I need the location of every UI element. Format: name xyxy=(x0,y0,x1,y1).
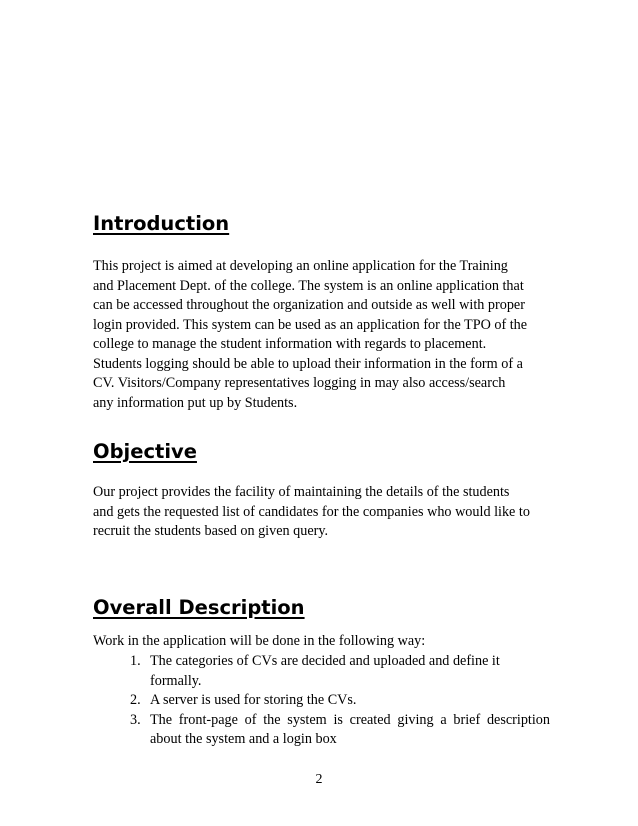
list-item xyxy=(130,652,550,691)
paragraph-line: can be accessed throughout the organization and outside as well with proper xyxy=(93,297,525,313)
paragraph-line: Our project provides the facility of maintaining the details of the students xyxy=(93,484,510,500)
introduction-paragraph xyxy=(93,257,553,413)
paragraph-line: recruit the students based on given query. xyxy=(93,523,329,539)
list-item-line: The front-page of the system is created giving a brief description xyxy=(150,711,550,728)
list-item xyxy=(130,711,550,750)
paragraph-line: Students logging should be able to upload their information in the form of a xyxy=(93,355,523,372)
list-item-line: formally. xyxy=(150,672,202,689)
introduction-heading: Introduction xyxy=(93,212,230,235)
objective-heading: Objective xyxy=(93,440,197,463)
list-number: 1. xyxy=(130,653,141,669)
paragraph-line: login provided. This system can be used as an application for the TPO of the xyxy=(93,316,528,333)
paragraph-line: Work in the application will be done in the following way: xyxy=(93,633,426,649)
paragraph-line: any information put up by Students. xyxy=(93,394,298,411)
paragraph-line: and Placement Dept. of the college. The system is an online application that xyxy=(93,277,524,294)
list-item-line: The categories of CVs are decided and uploaded and define it xyxy=(150,653,500,669)
steps-list xyxy=(130,652,550,750)
objective-paragraph xyxy=(93,483,553,542)
overall-description-intro xyxy=(93,632,553,652)
list-item-line: A server is used for storing the CVs. xyxy=(150,692,357,708)
list-number: 3. xyxy=(130,711,141,728)
paragraph-line: CV. Visitors/Company representatives logging in may also access/search xyxy=(93,375,506,391)
list-item xyxy=(130,691,550,711)
overall-description-heading: Overall Description xyxy=(93,596,305,619)
paragraph-line: This project is aimed at developing an online application for the Training xyxy=(93,258,508,274)
paragraph-line: and gets the requested list of candidates for the companies who would like to xyxy=(93,503,530,520)
page-number: 2 xyxy=(315,772,323,787)
paragraph-line: college to manage the student information with regards to placement. xyxy=(93,336,487,352)
list-number: 2. xyxy=(130,692,141,708)
list-item-line: about the system and a login box xyxy=(150,731,337,747)
